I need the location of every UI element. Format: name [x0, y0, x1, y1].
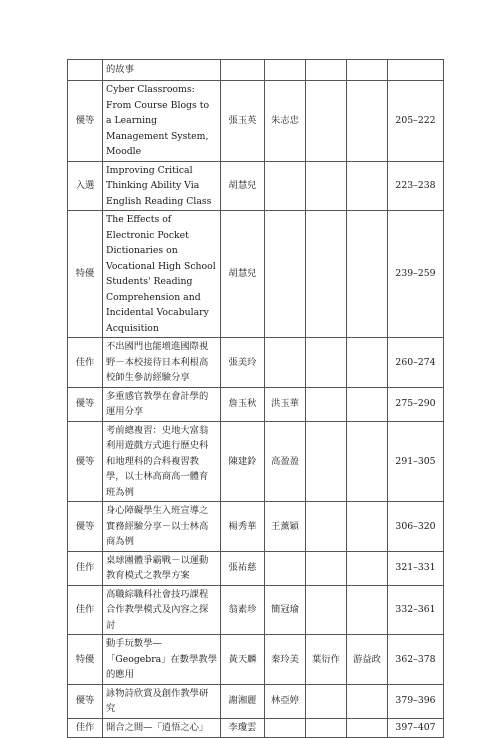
author-cell-3	[306, 718, 347, 737]
author-cell-4	[347, 718, 388, 737]
author-cell-1: 陳建鈴	[221, 421, 265, 502]
pages-cell: 205–222	[388, 81, 444, 162]
author-cell-2: 秦玲美	[265, 635, 306, 685]
pages-cell: 260–274	[388, 338, 444, 388]
table-row	[68, 211, 444, 338]
author-cell-2: 林亞婷	[265, 684, 306, 718]
award-cell: 佳作	[68, 585, 103, 635]
pages-cell: 397–407	[388, 718, 444, 737]
author-cell-1: 楊秀華	[221, 502, 265, 552]
author-cell-2	[265, 211, 306, 338]
title-cell: 不出國門也能增進國際視野－本校接待日本利根高校師生參訪經驗分享	[103, 338, 221, 388]
author-cell-2	[265, 60, 306, 81]
author-cell-4	[347, 502, 388, 552]
award-cell: 佳作	[68, 338, 103, 388]
author-cell-2	[265, 718, 306, 737]
table-row	[68, 551, 444, 585]
author-cell-2	[265, 161, 306, 211]
pages-cell: 239–259	[388, 211, 444, 338]
author-cell-3	[306, 387, 347, 421]
author-cell-1: 張玉英	[221, 81, 265, 162]
author-cell-4	[347, 211, 388, 338]
award-cell: 佳作	[68, 718, 103, 737]
author-cell-2: 王薰穎	[265, 502, 306, 552]
title-cell: 詠物詩欣賞及創作教學研究	[103, 684, 221, 718]
author-cell-1: 詹玉秋	[221, 387, 265, 421]
author-cell-4	[347, 338, 388, 388]
table-row	[68, 718, 444, 737]
table-row	[68, 81, 444, 162]
author-cell-4	[347, 60, 388, 81]
author-cell-3	[306, 421, 347, 502]
author-cell-2	[265, 338, 306, 388]
title-cell: 動手玩數學—「Geogebra」在數學教學的應用	[103, 635, 221, 685]
author-cell-4	[347, 684, 388, 718]
author-cell-1: 黃天麟	[221, 635, 265, 685]
author-cell-4	[347, 585, 388, 635]
title-cell: 開合之間—「逍悟之心」	[103, 718, 221, 737]
pages-cell: 291–305	[388, 421, 444, 502]
pages-cell	[388, 60, 444, 81]
author-cell-3	[306, 161, 347, 211]
pages-cell: 275–290	[388, 387, 444, 421]
author-cell-1: 謝湘麗	[221, 684, 265, 718]
award-cell: 優等	[68, 387, 103, 421]
author-cell-2	[265, 551, 306, 585]
title-cell: 身心障礙學生入班宣導之實務經驗分享－以士林高商為例	[103, 502, 221, 552]
author-cell-2: 簡冠瑜	[265, 585, 306, 635]
author-cell-3	[306, 81, 347, 162]
award-cell: 特優	[68, 211, 103, 338]
author-cell-1: 張美玲	[221, 338, 265, 388]
author-cell-3	[306, 585, 347, 635]
author-cell-2: 高盈盈	[265, 421, 306, 502]
title-cell: 高職綜職科社會技巧課程合作教學模式及內容之探討	[103, 585, 221, 635]
awards-table	[67, 59, 444, 738]
award-cell: 入選	[68, 161, 103, 211]
table-row	[68, 60, 444, 81]
author-cell-2: 洪玉華	[265, 387, 306, 421]
pages-cell: 306–320	[388, 502, 444, 552]
award-cell: 優等	[68, 81, 103, 162]
table-row	[68, 161, 444, 211]
award-cell	[68, 60, 103, 81]
author-cell-4	[347, 161, 388, 211]
author-cell-3	[306, 551, 347, 585]
title-cell: 考前總複習：史地大富翁利用遊戲方式進行歷史科和地理科的合科複習教學，以士林高商高一體育班為例	[103, 421, 221, 502]
author-cell-1: 翁素珍	[221, 585, 265, 635]
title-cell: 的故事	[103, 60, 221, 81]
pages-cell: 223–238	[388, 161, 444, 211]
author-cell-4	[347, 387, 388, 421]
table-row	[68, 502, 444, 552]
award-cell: 優等	[68, 502, 103, 552]
title-cell: The Effects of Electronic Pocket Dictionaries on Vocational High School Students' Reading Comprehension and Incidental Vocabulary Acquisition	[103, 211, 221, 338]
author-cell-3: 葉衍作	[306, 635, 347, 685]
title-cell: Improving Critical Thinking Ability Via English Reading Class	[103, 161, 221, 211]
award-cell: 佳作	[68, 551, 103, 585]
table-row	[68, 387, 444, 421]
author-cell-1: 張祐慈	[221, 551, 265, 585]
award-cell: 優等	[68, 684, 103, 718]
author-cell-3	[306, 684, 347, 718]
author-cell-1: 胡慧兒	[221, 211, 265, 338]
title-cell: Cyber Classrooms: From Course Blogs to a Learning Management System, Moodle	[103, 81, 221, 162]
author-cell-4	[347, 81, 388, 162]
author-cell-1: 胡慧兒	[221, 161, 265, 211]
author-cell-1: 李瓊雲	[221, 718, 265, 737]
pages-cell: 332–361	[388, 585, 444, 635]
author-cell-4	[347, 551, 388, 585]
author-cell-4: 游益政	[347, 635, 388, 685]
author-cell-4	[347, 421, 388, 502]
title-cell: 多重感官教學在會計學的運用分享	[103, 387, 221, 421]
award-cell: 優等	[68, 421, 103, 502]
pages-cell: 321–331	[388, 551, 444, 585]
author-cell-3	[306, 211, 347, 338]
table-row	[68, 635, 444, 685]
title-cell: 桌球團體爭霸戰－以運動教育模式之教學方案	[103, 551, 221, 585]
table-row	[68, 684, 444, 718]
pages-cell: 379–396	[388, 684, 444, 718]
table-row	[68, 421, 444, 502]
award-cell: 特優	[68, 635, 103, 685]
author-cell-1	[221, 60, 265, 81]
author-cell-3	[306, 338, 347, 388]
table-row	[68, 585, 444, 635]
pages-cell: 362–378	[388, 635, 444, 685]
table-row	[68, 338, 444, 388]
author-cell-3	[306, 502, 347, 552]
author-cell-2: 朱志忠	[265, 81, 306, 162]
author-cell-3	[306, 60, 347, 81]
